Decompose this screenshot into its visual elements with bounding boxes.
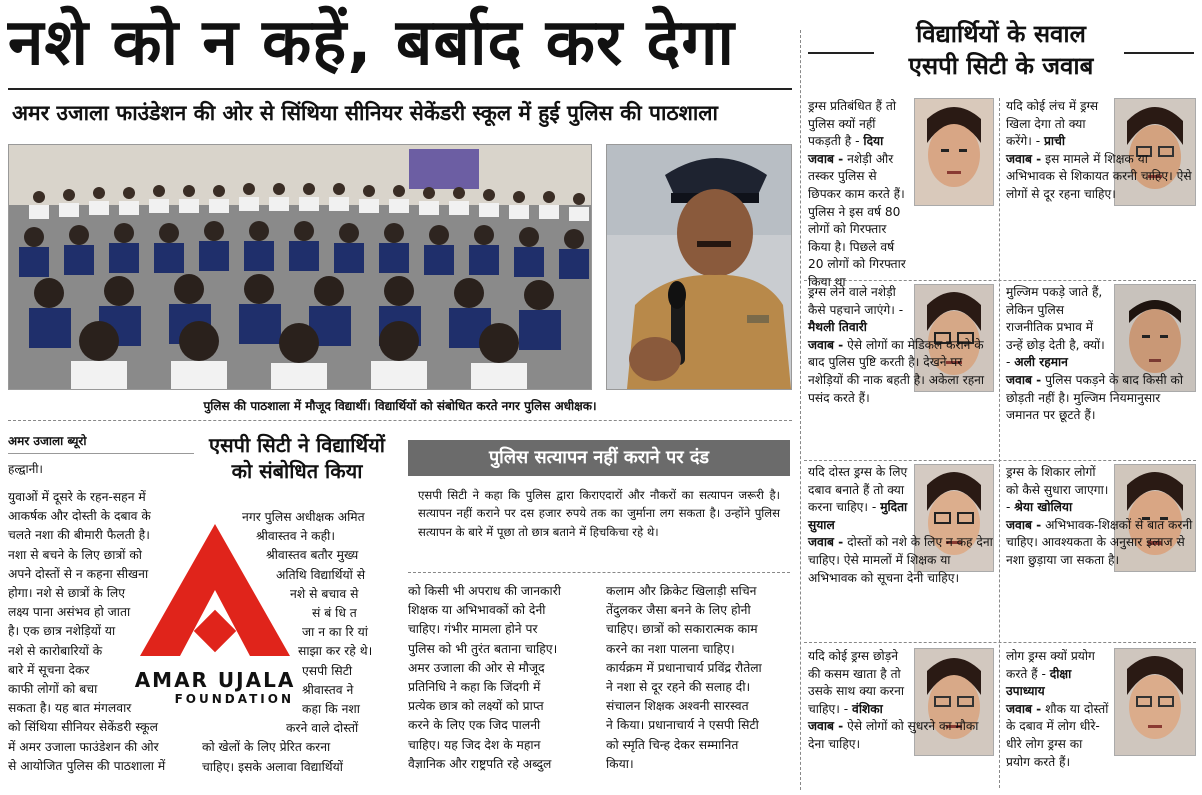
col1-line: काफी लोगों को बचा [8, 682, 98, 697]
col1-line: सकता है। यह बात मंगलवार [8, 701, 132, 716]
col2-line: नगर पुलिस अधीक्षक अमित [242, 510, 365, 524]
col1-line: लक्ष्य पाना असंभव हो जाता [8, 605, 131, 620]
col4-line: को स्मृति चिन्ह देकर सम्मानित [606, 737, 739, 752]
qa-name: वंशिका [852, 701, 883, 716]
qa-answer: इस मामले में शिक्षक या अभिभावक से शिकायत करनी चाहिए। ऐसे लोगों से दूर रहना चाहिए। [1006, 151, 1192, 201]
col1-line: में अमर उजाला फाउंडेशन की ओर [8, 739, 159, 754]
qa-title-line2: एसपी सिटी के जवाब [908, 52, 1094, 80]
qa-name: अली रहमान [1014, 355, 1068, 370]
col1-line: आकर्षक और दोस्ती के दबाव के [8, 509, 151, 524]
col3-line: पुलिस को भी तुरंत बताना चाहिए। [408, 641, 558, 656]
banner-divider [408, 572, 790, 573]
qa-answer-label: जवाब - [1006, 372, 1042, 387]
qa-row-divider [804, 642, 1196, 643]
col3-line: शिक्षक या अभिभावकों को देनी [408, 603, 546, 618]
photo-caption: पुलिस की पाठशाला में मौजूद विद्यार्थी। विद्यार्थियों को संबोधित करते नगर पुलिस अधीक्षक। [203, 399, 597, 413]
col1-line: से आयोजित पुलिस की पाठशाला में [8, 758, 166, 773]
headline: नशे को न कहें, बर्बाद कर देगा [8, 6, 735, 80]
article-col3 [408, 582, 594, 786]
qa-item-6: ड्रग्स के शिकार लोगों को कैसे सुधारा जाएगा। - श्रेया खोलिया जवाब - अभिभावक-शिक्षकों से बात करनी चाहिए। आवश्यकता के अनुसार इलाज से नशा छुड़ाया जा सकता है। [1006, 465, 1193, 567]
qa-question: यदि कोई लंच में ड्रग्स खिला देगा तो क्या करेंगे। [1006, 99, 1099, 149]
section-heading: एसपी सिटी ने विद्यार्थियों को संबोधित किया [209, 433, 385, 483]
col2-line: कहा कि नशा [302, 702, 360, 717]
col2-line: एसपी सिटी [302, 663, 353, 678]
qa-question: ड्रग्स प्रतिबंधित हैं तो पुलिस क्यों नहीं पकड़ती है [808, 99, 896, 149]
col3-line: प्रतिनिधि ने कहा कि जिंदगी में [408, 680, 541, 695]
col2-line: श्रीवास्तव बतौर मुख्य [266, 548, 359, 563]
classroom-photo [8, 144, 592, 390]
qa-name: दिया [863, 134, 884, 149]
qa-row-divider [804, 460, 1196, 461]
qa-question: मुल्जिम पकड़े जाते हैं, लेकिन पुलिस राजनीतिक प्रभाव में उन्हें छोड़ देती है, क्यों। [1006, 285, 1105, 352]
col4-line: करने का नशा पालना चाहिए। [606, 641, 735, 656]
col4-line: कार्यक्रम में प्रधानाचार्य प्रविंद्र रौतेला [606, 660, 762, 675]
qa-answer: शौक या दोस्तों के दबाव में लोग धीरे-धीरे लोग ड्रग्स का प्रयोग करते हैं। [1006, 701, 1109, 769]
col1-line: युवाओं में दूसरे के रहन-सहन में [8, 490, 146, 504]
qa-item-1: ड्रग्स प्रतिबंधित हैं तो पुलिस क्यों नहीं पकड़ती है - दिया जवाब - नशेड़ी और तस्कर पुलिस से छिपकर काम करते हैं। पुलिस ने इस वर्ष 80 लोगों को गिरफ्तार किया है। पिछले वर्ष 20 लोगों को गिरफ्तार किया था [808, 99, 906, 289]
col4-line: ने किया। प्रधानाचार्य ने एसपी सिटी [606, 718, 759, 733]
qa-answer-label: जवाब - [808, 337, 844, 352]
qa-item-2: यदि कोई लंच में ड्रग्स खिला देगा तो क्या करेंगे। - प्राची जवाब - इस मामले में शिक्षक या अभिभावक से शिकायत करनी चाहिए। ऐसे लोगों से दूर रहना चाहिए। [1006, 99, 1192, 201]
col2-line: साझा कर रहे थे। [298, 644, 373, 659]
qa-answer: ऐसे लोगों का मेडिकल कराने के बाद पुलिस पुष्टि करती है। देखने पर नशेड़ियों की नाक बहती है। अकेला रहना पसंद करते हैं। [808, 337, 985, 405]
qa-name: मुदिता सुयाल [808, 500, 908, 532]
col3-line: वैज्ञानिक और राष्ट्रपति रहे अब्दुल [408, 756, 552, 771]
qa-center-divider [999, 98, 1000, 788]
classroom-illustration [9, 145, 591, 389]
qa-answer: ऐसे लोगों को सुधरने का मौका देना चाहिए। [808, 719, 979, 751]
col3-line: करने के लिए एक जिद पालनी [408, 718, 541, 733]
logo-line2: FOUNDATION [174, 692, 294, 706]
qa-divider [800, 30, 801, 790]
qa-name: दीक्षा उपाध्याय [1006, 666, 1072, 699]
qa-name: मैथली तिवारी [808, 320, 867, 335]
byline: अमर उजाला ब्यूरो [8, 434, 87, 448]
col4-line: ने नशा से दूर रहने की सलाह दी। [606, 680, 751, 695]
col4-line: चाहिए। छात्रों को सकारात्मक काम [606, 622, 758, 637]
qa-question: यदि कोई ड्रग्स छोड़ने की कसम खाता है तो उसके साथ क्या करना चाहिए। [808, 649, 905, 716]
col4-line: तेंदुलकर जैसा बनने के लिए होनी [606, 603, 751, 618]
col2-line: चाहिए। इसके अलावा विद्यार्थियों [202, 759, 343, 774]
qa-rule-left [808, 52, 874, 54]
col1-line: चलते नशा की बीमारी फैलती है। [8, 528, 150, 543]
qa-answer: पुलिस पकड़ने के बाद किसी को छोड़ती नहीं है। मुल्जिम नियमानुसार जमानत पर छूटते हैं। [1006, 372, 1184, 423]
col1-line: अपने दोस्तों से न कहना सीखना [8, 566, 149, 581]
headline-rule [8, 88, 792, 90]
col2-line: श्रीवास्तव ने [302, 682, 354, 697]
col1-line: को सिंथिया सीनियर सेकेंडरी स्कूल [8, 720, 158, 735]
qa-rule-right [1124, 52, 1194, 54]
col1-line: है। एक छात्र नशेड़ियों या [8, 624, 116, 639]
qa-header [808, 18, 1194, 94]
col2-line: जा न का रि यां [302, 625, 368, 640]
byline-block [8, 432, 194, 477]
col3-line: अमर उजाला की ओर से मौजूद [408, 660, 545, 675]
qa-question: ड्रग्स लेने वाले नशेड़ी कैसे पहचाने जाएंगे। [808, 285, 896, 317]
qa-name: प्राची [1043, 134, 1065, 149]
col1-line: होगा। नशे से छात्रों के लिए [8, 586, 126, 601]
qa-item-7: यदि कोई ड्रग्स छोड़ने की कसम खाता है तो उसके साथ क्या करना चाहिए। - वंशिका जवाब - ऐसे लोगों को सुधरने का मौका देना चाहिए। [808, 649, 979, 751]
col2-line: करने वाले दोस्तों [286, 721, 359, 736]
caption-divider [8, 420, 792, 421]
qa-item-4: मुल्जिम पकड़े जाते हैं, लेकिन पुलिस राजनीतिक प्रभाव में उन्हें छोड़ देती है, क्यों। - अली रहमान जवाब - पुलिस पकड़ने के बाद किसी को छोड़ती नहीं है। मुल्जिम नियमानुसार जमानत पर छूटते हैं। [1006, 285, 1184, 423]
col2-line: सं बं धि त [312, 606, 357, 621]
byline-rule [8, 453, 194, 454]
col2-line: अतिथि विद्यार्थियों से [276, 567, 366, 582]
qa-answer: नशेड़ी और तस्कर पुलिस से छिपकर काम करते हैं। पुलिस ने इस वर्ष 80 लोगों को गिरफ्तार किया है। पिछले वर्ष 20 लोगों को गिरफ्तार किया था [808, 151, 906, 289]
col2-line: को खेलों के लिए प्रेरित करना [202, 740, 331, 755]
col3-line: चाहिए। यह जिद देश के महान [408, 737, 541, 752]
qa-answer-label: जवाब - [808, 535, 844, 550]
qa-answer-label: जवाब - [808, 151, 844, 166]
subheadline: अमर उजाला फाउंडेशन की ओर से सिंथिया सीनियर सेकेंडरी स्कूल में हुई पुलिस की पाठशाला [12, 101, 718, 125]
qa-answer: दोस्तों को नशे के लिए न कह देना चाहिए। ऐसे मामलों में शिक्षक या अभिभावक को सूचना देनी चाहिए। [808, 535, 993, 585]
verification-text: एसपी सिटी ने कहा कि पुलिस द्वारा किराएदारों और नौकरों का सत्यापन जरूरी है। सत्यापन नहीं कराने पर दस हजार रुपये तक का जुर्माना लग सकता है। उन्होंने पुलिस सत्यापन के बारे में पूछा तो छात्र बताने में हिचकिचा रहे थे। [418, 488, 780, 539]
qa-item-5: यदि दोस्त ड्रग्स के लिए दबाव बनाते हैं तो क्या करना चाहिए। - मुदिता सुयाल जवाब - दोस्तों को नशे के लिए न कह देना चाहिए। ऐसे मामलों में शिक्षक या अभिभावक को सूचना देनी चाहिए। [808, 465, 993, 585]
col3-line: को किसी भी अपराध की जानकारी [408, 584, 561, 598]
qa-answer-label: जवाब - [808, 719, 844, 734]
qa-question: यदि दोस्त ड्रग्स के लिए दबाव बनाते हैं तो क्या करना चाहिए। [808, 465, 908, 515]
logo-line1: AMAR UJALA [134, 668, 296, 692]
col1-line: नशे से कारोबारियों के [8, 643, 103, 658]
qa-question: ड्रग्स के शिकार लोगों को कैसे सुधारा जाएगा। [1006, 465, 1109, 497]
qa-answer-label: जवाब - [1006, 701, 1042, 716]
col1-line: नशा से बचने के लिए छात्रों को [8, 547, 142, 562]
col3-line: चाहिए। गंभीर मामला होने पर [408, 622, 538, 637]
qa-question: लोग ड्रग्स क्यों प्रयोग करते हैं [1006, 649, 1095, 681]
col4-line: कलाम और क्रिकेट खिलाड़ी सचिन [606, 584, 757, 598]
col2-line: नशे से बचाव से [290, 586, 359, 601]
col4-line: संचालन शिक्षक अश्वनी सारस्वत [606, 699, 749, 714]
officer-photo [606, 144, 792, 390]
dateline: हल्द्वानी। [8, 462, 43, 476]
article-col4 [606, 582, 792, 786]
col4-line: किया। [606, 756, 634, 771]
qa-name: श्रेया खोलिया [1014, 500, 1073, 515]
qa-answer-label: जवाब - [1006, 517, 1042, 532]
qa-answer: अभिभावक-शिक्षकों से बात करनी चाहिए। आवश्यकता के अनुसार इलाज से नशा छुड़ाया जा सकता है। [1006, 517, 1193, 567]
qa-item-8: लोग ड्रग्स क्यों प्रयोग करते हैं - दीक्षा उपाध्याय जवाब - शौक या दोस्तों के दबाव में लोग धीरे-धीरे लोग ड्रग्स का प्रयोग करते हैं। [1006, 649, 1109, 769]
col1-line: बारे में सूचना देकर [8, 662, 90, 677]
qa-item-3: ड्रग्स लेने वाले नशेड़ी कैसे पहचाने जाएंगे। - मैथली तिवारी जवाब - ऐसे लोगों का मेडिकल कराने के बाद पुलिस पुष्टि करती है। देखने पर नशेड़ियों की नाक बहती है। अकेला रहना पसंद करते हैं। [808, 285, 985, 405]
qa-title-line1: विद्यार्थियों के सवाल [916, 20, 1086, 48]
verification-banner: पुलिस सत्यापन नहीं कराने पर दंड [408, 440, 790, 476]
col3-line: प्रत्येक छात्र को लक्ष्यों को प्राप्त [408, 699, 544, 714]
officer-illustration [607, 145, 791, 389]
article-col2 [202, 508, 392, 788]
col2-line: श्रीवास्तव ने कही। [256, 529, 336, 544]
qa-answer-label: जवाब - [1006, 151, 1042, 166]
